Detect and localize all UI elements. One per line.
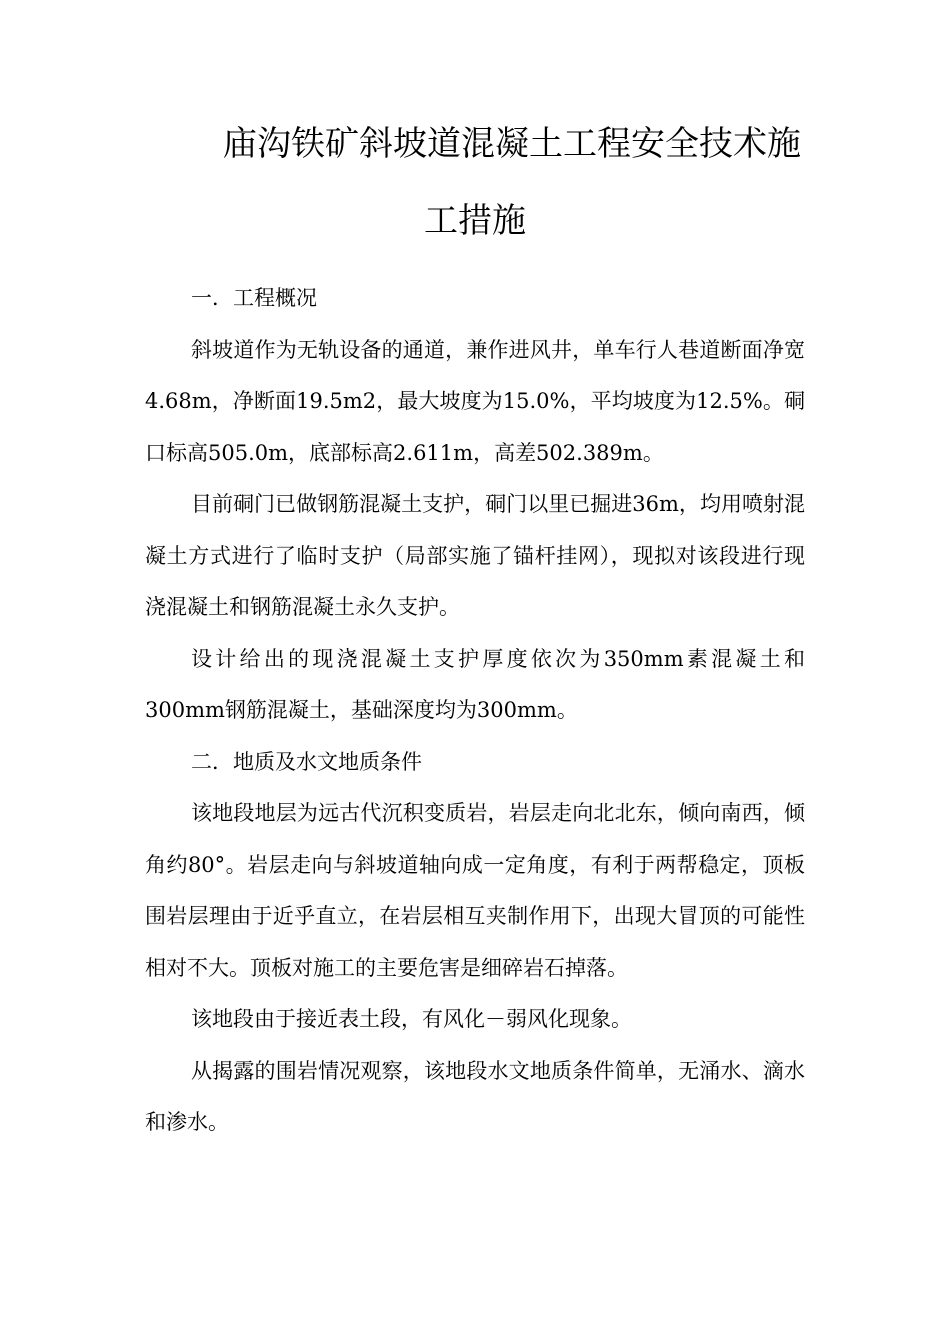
paragraph: 从揭露的围岩情况观察，该地段水文地质条件简单，无涌水、滴水和渗水。 xyxy=(145,1058,805,1134)
section-heading-overview: 一．工程概况 xyxy=(191,286,317,310)
paragraph: 斜坡道作为无轨设备的通道，兼作进风井，单车行人巷道断面净宽4.68m，净断面19.5m2，最大坡度为15.0%，平均坡度为12.5%。硐口标高505.0m，底部标高2.611m，高差502.389m。 xyxy=(145,337,805,465)
paragraph: 目前硐门已做钢筋混凝土支护，硐门以里已掘进36m，均用喷射混凝土方式进行了临时支护（局部实施了锚杆挂网），现拟对该段进行现浇混凝土和钢筋混凝土永久支护。 xyxy=(145,492,805,619)
paragraph: 该地段地层为远古代沉积变质岩，岩层走向北北东，倾向南西，倾角约80°。岩层走向与斜坡道轴向成一定角度，有利于两帮稳定，顶板围岩层理由于近乎直立，在岩层相互夹制作用下，出现大冒顶的可能性相对不大。顶板对施工的主要危害是细碎岩石掉落。 xyxy=(145,801,805,980)
section-heading-geology: 二．地质及水文地质条件 xyxy=(191,749,422,774)
paragraph: 设计给出的现浇混凝土支护厚度依次为350mm素混凝土和300mm钢筋混凝土，基础深度均为300mm。 xyxy=(145,646,805,722)
paragraph: 该地段由于接近表土段，有风化－弱风化现象。 xyxy=(191,1007,632,1031)
document-title-line-1: 庙沟铁矿斜坡道混凝土工程安全技术施 xyxy=(223,124,801,164)
document-title-line-2: 工措施 xyxy=(424,201,526,241)
document-body xyxy=(145,273,805,1149)
